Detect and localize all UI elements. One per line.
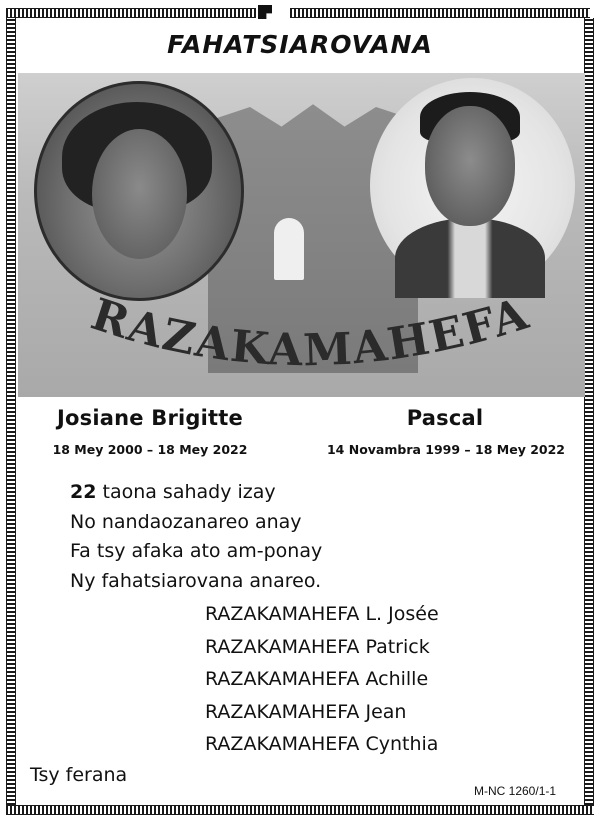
- name-right: Pascal: [406, 406, 484, 430]
- portrait-right-face: [425, 106, 515, 226]
- poem: [70, 478, 322, 596]
- frame-ornament: [258, 5, 272, 19]
- signer: RAZAKAMAHEFA Cynthia: [205, 733, 439, 755]
- portrait-right: [370, 78, 575, 293]
- frame-top-right: [290, 8, 590, 18]
- frame-left: [6, 18, 16, 805]
- dates-right: 14 Novambra 1999 – 18 Mey 2022: [326, 442, 565, 457]
- frame-top-left: [6, 8, 256, 18]
- dates-left: 18 Mey 2000 – 18 Mey 2022: [52, 442, 248, 457]
- banner-text: RAZAKAMAHEFA: [85, 288, 536, 377]
- signer: RAZAKAMAHEFA Patrick: [205, 635, 430, 658]
- signer: RAZAKAMAHEFA Jean: [205, 700, 407, 723]
- signers-list: [205, 598, 439, 761]
- frame-bottom: [6, 805, 594, 815]
- poem-line-4: Ny fahatsiarovana anareo.: [70, 569, 322, 592]
- footer-note: Tsy ferana: [30, 764, 128, 786]
- poem-line-3: Fa tsy afaka ato am-ponay: [70, 540, 323, 562]
- memorial-photo: [18, 73, 585, 397]
- signer: RAZAKAMAHEFA Achille: [205, 668, 429, 690]
- portrait-left: [34, 81, 244, 301]
- svg-text:RAZAKAMAHEFA: [85, 288, 535, 376]
- frame-right: [584, 18, 594, 805]
- poem-line-1-text: taona sahady izay: [96, 481, 276, 503]
- poem-number: 22: [70, 481, 97, 503]
- page-title: FAHATSIAROVANA: [167, 30, 433, 59]
- poem-line-2: No nandaozanareo anay: [70, 510, 302, 533]
- name-left: Josiane Brigitte: [57, 406, 243, 430]
- photo-banner: [18, 285, 585, 395]
- portrait-left-face: [92, 129, 187, 259]
- footer-reference: M-NC 1260/1-1: [474, 784, 557, 798]
- signer: RAZAKAMAHEFA L. Josée: [205, 603, 439, 625]
- photo-banner-svg: [18, 285, 585, 395]
- monument-window: [274, 218, 304, 280]
- poem-line-1: [70, 478, 322, 508]
